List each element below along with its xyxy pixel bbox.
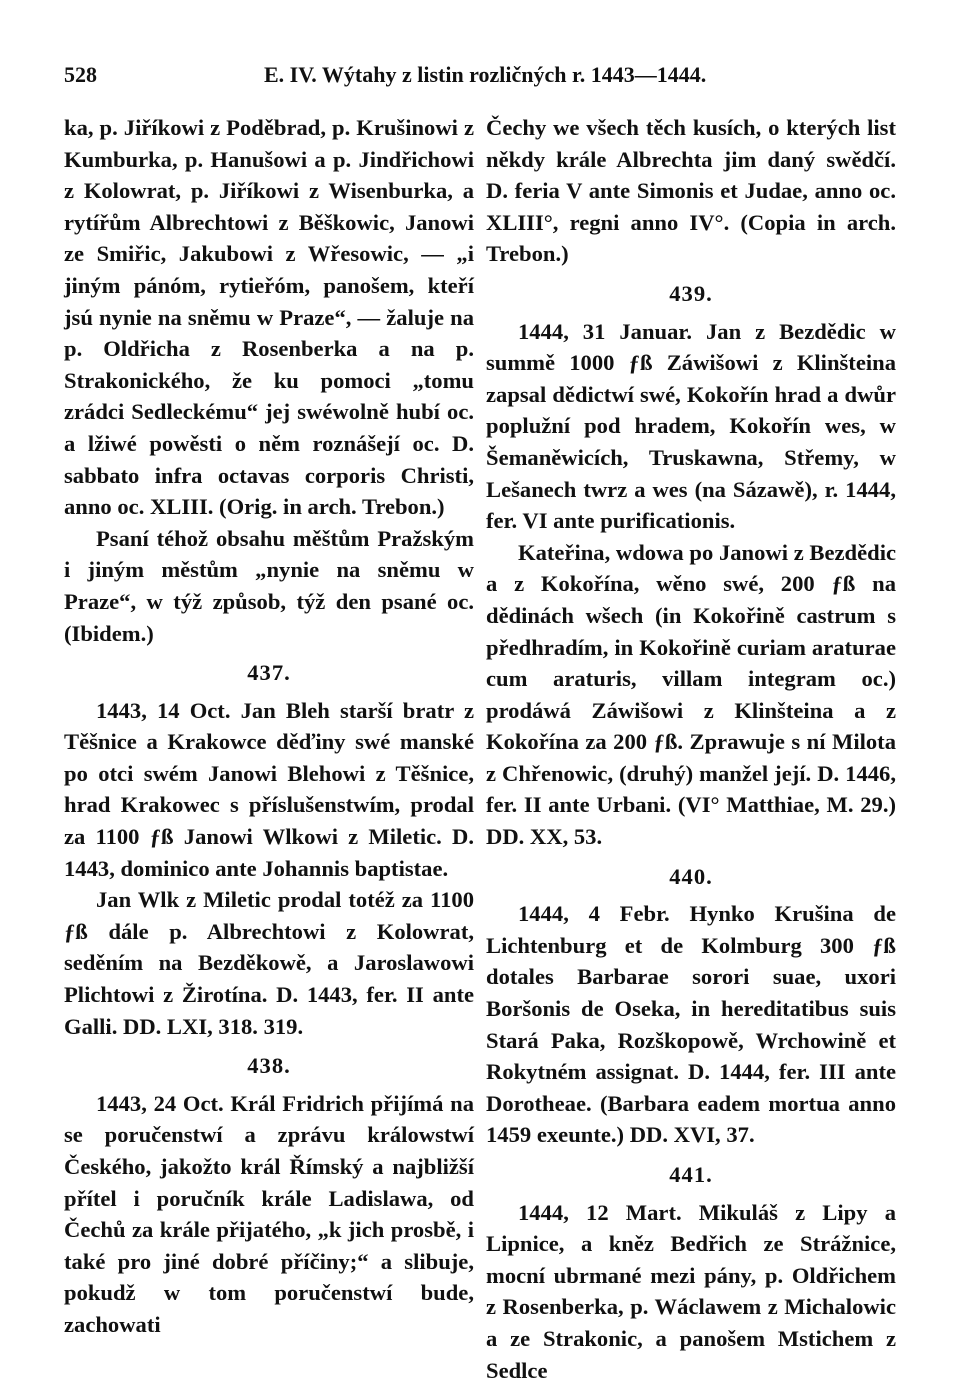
left-column (64, 112, 474, 1341)
entry-number-441: 441. (669, 1162, 713, 1187)
entry-number-438: 438. (247, 1053, 291, 1079)
entry-number-437: 437. (247, 660, 291, 686)
paragraph: 1444, 31 Januar. Jan z Bezdědic w summě 1000 ƒß Záwišowi z Klinšteina zapsal dědictwí swé, Kokořín hrad a dwůr poplužní pod hradem, Kokořín wes, w Šemaněwicích, Truskawna, Střemy, w Lešanech twrz a wes (na Sázawě), r. 1444, fer. VI ante purificationis. (486, 318, 896, 534)
page-header (64, 62, 894, 98)
paragraph: 1444, 12 Mart. Mikuláš z Lipy a Lipnice, a kněz Bedřich ze Strážnice, mocní ubrmané mezi pány, p. Oldřichem z Rosenberka, p. Wáclawem z Michalowic a ze Strakonic, a panošem Mstichem z Sedlce (486, 1199, 896, 1383)
entry-number-439: 439. (669, 280, 713, 306)
paragraph: ka, p. Jiříkowi z Poděbrad, p. Krušinowi z Kumburka, p. Hanušowi a p. Jindřichowi z Kolowrat, p. Jiříkowi z Wisenburka, a rytířům Albrechtowi z Běškowic, Janowi ze Smiřic, Jakubowi z Wřesowic, — „i jiným pánóm, rytieřóm, panošem, kteří jsú nynie na sněmu w Praze“, — žaluje na p. Oldřicha z Rosenberka a na p. Strakonického, že ku pomoci „tomu zrádci Sedleckému“ jej swéwolně hubí oc. a lžiwé powěsti o něm roznášejí oc. D. sabbato infra octavas corporis Christi, anno oc. XLIII. (Orig. in arch. Trebon.) (64, 115, 474, 520)
paragraph: Čechy we všech těch kusích, o kterých list někdy krále Albrechta jim daný swědčí. D. feria V ante Simonis et Judae, anno oc. XLIII°, regni anno IV°. (Copia in arch. Trebon.) (486, 115, 896, 267)
paragraph: 1443, 24 Oct. Král Fridrich přijímá na se poručenstwí a zprávu králowstwí Českého, jakožto král Římský a najbližší přítel i poručník krále Ladislawa, od Čechů za krále přijatého, „k jich prosbě, i také pro jiné dobré příčiny;“ a slibuje, pokudž w tom poručenstwí bude, zachowati (64, 1090, 474, 1337)
page-number: 528 (64, 62, 97, 87)
paragraph: Jan Wlk z Miletic prodal totéž za 1100 ƒß dále p. Albrechtowi z Kolowrat, seděním na Bezděkowě, a Jaroslawowi Plichtowi z Žirotína. D. 1443, fer. II ante Galli. DD. LXI, 318. 319. (64, 887, 474, 1039)
paragraph: 1443, 14 Oct. Jan Bleh starší bratr z Těšnice a Krakowce děďiny swé manské po otci swém Janowi Blehowi z Těšnice, hrad Krakowec s příslušenstwím, prodal za 1100 ƒß Janowi Wlkowi z Miletic. D. 1443, dominico ante Johannis baptistae. (64, 697, 474, 881)
running-head: E. IV. Wýtahy z listin rozličných r. 1443—1444. (264, 62, 707, 87)
paragraph: Psaní téhož obsahu měštům Pražským i jiným městům „nynie na sněmu w Praze“, w týž způsob, týž den psané oc. (Ibidem.) (64, 525, 474, 646)
paragraph: 1444, 4 Febr. Hynko Krušina de Lichtenburg et de Kolmburg 300 ƒß dotales Barbarae sorori suae, uxori Boršonis de Oseka, in hereditatibus suis Stará Paka, Rozškopowě, Wrchowině et Rokytném assignat. D. 1444, fer. III ante Dorotheae. (Barbara eadem mortua anno 1459 exeunte.) DD. XVI, 37. (486, 901, 896, 1148)
right-column (486, 112, 896, 1386)
paragraph: Kateřina, wdowa po Janowi z Bezdědic a z Kokořína, wěno swé, 200 ƒß na dědinách wšech (in Kokořině castrum s předhradím, in Kokořině curiam araturae cum araturis, villam integram oc.) prodáwá Záwišowi z Klinšteina a z Kokořína za 200 ƒß. Zprawuje s ní Milota z Chřenowic, (druhý) manžel její. D. 1446, fer. II ante Urbani. (VI° Matthiae, M. 29.) DD. XX, 53. (486, 539, 896, 850)
entry-number-440: 440. (669, 863, 713, 889)
